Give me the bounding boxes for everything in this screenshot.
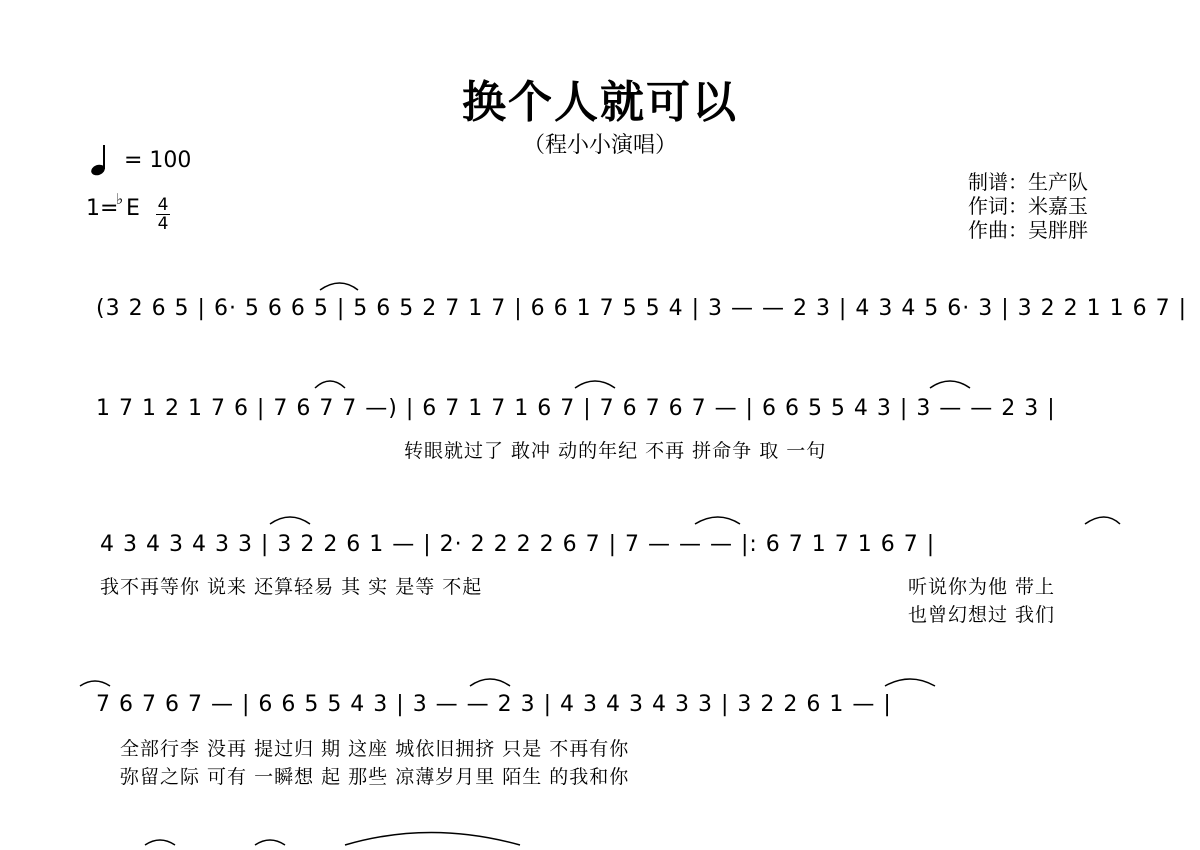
credit-composer: 作曲：吴胖胖 [968, 218, 1088, 242]
notation-row-1: (3 2 6 5 | 6· 5 6 6 5 | 5 6 5 2 7 1 7 | 6 6 1 7 5 5 4 | 3 — — 2 3 | 4 3 4 5 6· 3 | 3 2 2 1 1 6 7 | [96, 296, 1188, 321]
key-prefix: 1= [86, 196, 119, 221]
tempo-value: = 100 [124, 147, 192, 173]
time-bottom: 4 [157, 214, 169, 234]
song-subtitle: （程小小演唱） [522, 133, 677, 158]
lyric-row-3-verse2-end: 也曾幻想过 我们 [908, 604, 1056, 626]
notation-row-3: 4 3 4 3 4 3 3 | 3 2 2 6 1 — | 2· 2 2 2 2 6 7 | 7 — — — |: 6 7 1 7 1 6 7 | [100, 532, 936, 557]
flat-icon: ♭ [116, 190, 124, 208]
key-note: E [126, 196, 140, 221]
credit-lyricist: 作词：米嘉玉 [968, 194, 1088, 218]
lyric-row-2: 转眼就过了 敢冲 动的年纪 不再 拼命争 取 一句 [404, 440, 827, 462]
time-top: 4 [157, 195, 169, 215]
lyric-row-4-verse2: 弥留之际 可有 一瞬想 起 那些 凉薄岁月里 陌生 的我和你 [120, 766, 630, 788]
song-title: 换个人就可以 [462, 77, 738, 128]
lyric-row-3-verse1-end: 听说你为他 带上 [908, 576, 1056, 598]
lyric-row-3-verse1: 我不再等你 说来 还算轻易 其 实 是等 不起 [100, 576, 483, 598]
lyric-row-4-verse1: 全部行李 没再 提过归 期 这座 城依旧拥挤 只是 不再有你 [120, 738, 630, 760]
notation-row-4: 7 6 7 6 7 — | 6 6 5 5 4 3 | 3 — — 2 3 | 4 3 4 3 4 3 3 | 3 2 2 6 1 — | [96, 692, 892, 717]
notation-row-2: 1 7 1 2 1 7 6 | 7 6 7 7 —) | 6 7 1 7 1 6 7 | 7 6 7 6 7 — | 6 6 5 5 4 3 | 3 — — 2 3 | [96, 396, 1056, 421]
credit-arranger: 制谱：生产队 [968, 170, 1088, 194]
